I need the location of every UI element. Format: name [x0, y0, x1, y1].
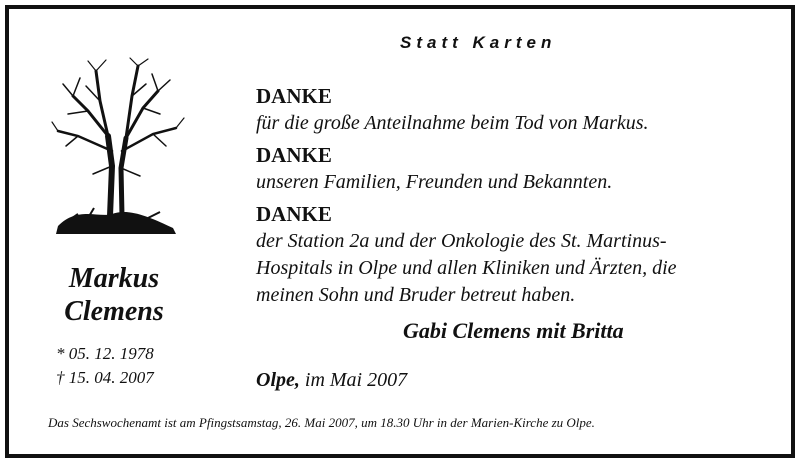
last-name: Clemens [64, 296, 164, 327]
deceased-name [44, 262, 184, 328]
tree-icon [48, 56, 188, 238]
danke-heading-1: DANKE [256, 84, 332, 108]
danke-text-3c: meinen Sohn und Bruder betreut haben. [256, 284, 576, 306]
signature: Gabi Clemens mit Britta [403, 318, 624, 343]
place-and-date [256, 369, 407, 392]
danke-text-1: für die große Anteilnahme beim Tod von Markus. [256, 112, 649, 134]
footer-note: Das Sechswochenamt ist am Pfingstsamstag, 26. Mai 2007, um 18.30 Uhr in der Marien-Kirche zu Olpe. [48, 415, 595, 430]
death-date: † 15. 04. 2007 [56, 368, 154, 387]
place-city: Olpe, [256, 369, 300, 391]
danke-heading-3: DANKE [256, 202, 332, 226]
danke-text-2: unseren Familien, Freunden und Bekannten. [256, 171, 613, 193]
life-dates [56, 342, 154, 390]
danke-heading-2: DANKE [256, 143, 332, 167]
birth-date: * 05. 12. 1978 [56, 344, 154, 363]
thanks-text [256, 82, 776, 309]
header-statt-karten: Statt Karten [400, 33, 557, 52]
danke-text-3a: der Station 2a und der Onkologie des St. Martinus- [256, 230, 667, 252]
first-name: Markus [68, 263, 160, 294]
danke-text-3b: Hospitals in Olpe und allen Kliniken und Ärzten, die [256, 257, 677, 279]
place-date: im Mai 2007 [304, 369, 408, 391]
